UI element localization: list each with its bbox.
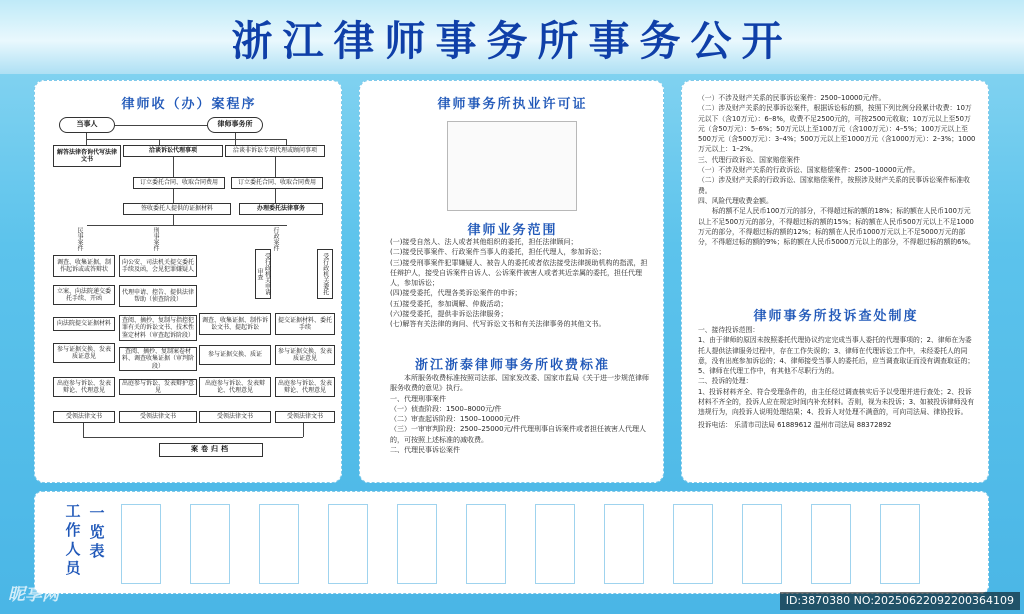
flow-node: 调查、收集证据，制作起诉或或答辩状 [53, 255, 115, 277]
flow-node: 参与证据交换、发表质证意见 [53, 343, 115, 363]
flow-node: 解答法律咨询代写法律文书 [53, 145, 121, 167]
license-image-placeholder [447, 121, 577, 211]
connector [173, 189, 174, 203]
connector [87, 225, 287, 226]
flow-node: 向法院提交证据材料 [53, 317, 115, 331]
party-node: 当事人 [59, 117, 115, 133]
flow-node: 受领法律文书 [275, 411, 335, 423]
flow-node: 受行政机关委托 [317, 249, 333, 299]
fees-intro: 本所服务收费标准按照司法部、国家发改委、国家市监局《关于进一步规范律师服务收费的意见》执行。 [390, 374, 649, 393]
scope-item: (六)接受委托，提供非诉讼法律服务； [390, 310, 508, 319]
fee-line: 四、风险代理收费金额。 [698, 196, 773, 205]
fees-list [390, 373, 652, 455]
scope-item: (四)接受委托，代理各类诉讼案件的申诉； [390, 289, 522, 298]
staff-panel [34, 491, 989, 594]
flow-node: 出庭参与诉讼、发表辩论、代理意见 [53, 377, 115, 397]
scope-item: (一)接受自然人、法人或者其他组织的委托，担任法律顾问； [390, 238, 578, 246]
staff-photo-slot [742, 504, 782, 584]
branch-label: 民事案件 [76, 227, 83, 251]
connector [86, 139, 286, 140]
flow-node: 洽谈非诉讼专项代理或顾问事项 [225, 145, 325, 157]
scope-item: (二)接受民事案件、行政案件当事人的委托，担任代理人，参加诉讼； [390, 248, 606, 257]
staff-photo-slot [880, 504, 920, 584]
flow-node: 提交证据材料、委托手续 [275, 313, 335, 335]
complaint-line: 二、投诉的处理： [698, 377, 753, 386]
flow-node: 查阅、摘抄、复制案卷材料、调查收集证据（审判阶段） [119, 347, 197, 371]
staff-photo-slot [397, 504, 437, 584]
connector [83, 423, 84, 437]
staff-photo-slot [259, 504, 299, 584]
archive-node: 案卷归档 [159, 443, 263, 457]
fee-line: 标的额不足人民币100万元的部分，不得超过标的额的18%；标的额在人民币100万元以上不足500万元的部分，不得超过标的额的15%；标的额在人民币500万元以上不足1000万元的部分，不得超过标的额的12%；标的额在人民币1000万元以上不足5000万元的部分，不得超过标的额的9%；标的额在人民币5000万元以上的部分，不得超过标的额的6%。 [698, 207, 975, 247]
complaint-line: 1、投诉材料齐全、符合受理条件的，由主任经过调查核实后予以受理并进行查处；2、投诉材料不齐全的，投诉人应在规定时间内补充材料。否则，视为未投诉；3、如被投诉律师没有违规行为，向投诉人说明处理结果；4、投诉人对处理不满意的，可向司法局、律协投诉。 [698, 387, 975, 417]
firm-node: 律师事务所 [207, 117, 263, 133]
fees-item: 一、代理刑事案件 [390, 394, 446, 403]
scope-item: (七)解答有关法律的询问、代写诉讼文书和有关法律事务的其他文书。 [390, 320, 606, 329]
flow-node: 受领法律文书 [199, 411, 271, 423]
connector [83, 437, 303, 438]
right-panel [681, 80, 989, 483]
staff-photo-slot [190, 504, 230, 584]
procedure-title: 律师收（办）案程序 [121, 97, 257, 112]
fees-item: （一）侦查阶段：1500–8000元/件 [390, 404, 502, 413]
complaint-phone: 投诉电话： 乐清市司法局 61889612 温州市司法局 88372892 [698, 420, 892, 429]
fee-line: 三、代理行政诉讼、国家赔偿案件 [698, 155, 800, 164]
flow-node: 出庭参与诉讼、发表辩护意见 [119, 379, 197, 395]
connector [173, 157, 174, 177]
flow-node: 参与证据交换、发表质证意见 [275, 345, 335, 365]
scope-item: (五)接受委托，参加调解、仲裁活动； [390, 299, 508, 308]
staff-photo-slot [328, 504, 368, 584]
flow-node: 出庭参与诉讼、发表辩论、代理意见 [275, 377, 335, 397]
procedure-flowchart [35, 81, 343, 484]
flow-node: 调查、收集证据、制作诉讼文书、提起诉讼 [199, 313, 271, 335]
complaint-line: 一、接待投诉范围： [698, 326, 760, 334]
complaint-line: 1、由于律师的原因未按照委托代理协议约定完成当事人委托的代理事项的；2、律师在为委托人提供法律服务过程中，存在工作失误的；3、律师在代理诉讼工作中，未经委托人的同意，没有出庭参加诉讼的；4、律师接受当事人的委托后，应当调查取证而没有调查取证的；5、律师在代理工作中，有其他不尽职行为的。 [698, 336, 975, 376]
complaint-list [698, 325, 976, 430]
fee-line: （一）不涉及财产关系的民事诉讼案件：2500–10000元/件。 [698, 94, 886, 102]
page-title: 浙江律师事务所事务公开 [231, 17, 793, 65]
fees-item: 二、代理民事诉讼案件 [390, 446, 460, 455]
scope-title: 律师业务范围 [467, 223, 558, 238]
staff-photo-slot [121, 504, 161, 584]
procedure-panel [34, 80, 342, 483]
flow-node: 向公安、司法机关提交委托手续及函，会见犯罪嫌疑人 [119, 255, 197, 277]
branch-label: 刑事案件 [152, 227, 159, 251]
license-title: 律师事务所执业许可证 [437, 97, 588, 112]
fees-title: 浙江浙泰律师事务所收费标准 [414, 358, 610, 373]
flow-node: 受领法律文书 [119, 411, 197, 423]
flow-node: 办理委托法律事务 [239, 203, 323, 215]
staff-label: 工作人员 [65, 502, 81, 577]
flow-node: 订立委托合同、收取合同费用 [231, 177, 323, 189]
staff-photo-slot [604, 504, 644, 584]
fee-continued [698, 93, 976, 247]
scope-list [390, 237, 652, 330]
watermark-id: ID:3870380 NO:20250622092200364109 [780, 592, 1020, 610]
license-panel [359, 80, 664, 483]
watermark-logo: 昵享网 [8, 585, 59, 605]
connector [275, 157, 276, 177]
flow-node: 签收委托人提供的证据材料 [123, 203, 231, 215]
flow-node: 受行政机关申请审查 [255, 249, 271, 299]
flow-node: 受领法律文书 [53, 411, 115, 423]
flow-node: 立案、向法院递交委托手续、开函 [53, 285, 115, 305]
fee-line: （一）不涉及财产关系的行政诉讼、国家赔偿案件：2500–10000元/件。 [698, 166, 920, 175]
staff-photo-slot [535, 504, 575, 584]
flow-node: 洽谈诉讼代理事项 [123, 145, 223, 157]
flow-node: 订立委托合同、收取合同费用 [133, 177, 225, 189]
connector [303, 423, 304, 437]
fees-item: （二）审查起诉阶段：1500–10000元/件 [390, 415, 520, 424]
staff-photo-slot [466, 504, 506, 584]
fee-line: （二）涉及财产关系的民事诉讼案件，根据诉讼标的额，按照下列比例分段累计收费：10万元以下（含10万元）：6–8%，收费不足2500元的，可按2500元收取；10万元以上至50万元（含50万元）：5–6%；50万元以上至100万元（含100万元）：4–5%；100万元以上至500万元（含500万元）：3–4%；500万元以上至1000万元（含1000万元）：2–3%；1000万元以上：1–2%。 [698, 104, 976, 154]
connector [275, 189, 276, 203]
flow-node: 查阅、摘抄、复制与指控犯罪有关的诉讼文书、技术性鉴定材料（审查起诉阶段） [119, 315, 197, 341]
flow-node: 参与证据交换、质证 [199, 345, 271, 365]
staff-label-sub: 一览表 [89, 504, 105, 560]
connector [115, 125, 207, 126]
flow-node: 代理申请、控告、提供法律帮助（侦查阶段） [119, 285, 197, 307]
scope-item: (三)接受刑事案件犯罪嫌疑人、被告人的委托或者依法接受法律援助机构的指派，担任辩护人，接受自诉案件自诉人、公诉案件被害人或者其近亲属的委托，担任代理人，参加诉讼； [390, 258, 648, 288]
fee-line: （二）涉及财产关系的行政诉讼、国家赔偿案件，按照涉及财产关系的民事诉讼案件标准收费。 [698, 176, 970, 195]
fees-item: （三）一审审判阶段：2500–25000元/件代理刑事自诉案件或者担任被害人代理人的，可按照上述标准的减收费。 [390, 425, 646, 444]
flow-node: 出庭参与诉讼、发表辩论、代理意见 [199, 377, 271, 397]
complaint-title: 律师事务所投诉查处制度 [753, 309, 919, 324]
connector [173, 215, 174, 225]
staff-photo-slot [673, 504, 713, 584]
staff-photo-slot [811, 504, 851, 584]
branch-label: 行政案件 [272, 227, 279, 251]
